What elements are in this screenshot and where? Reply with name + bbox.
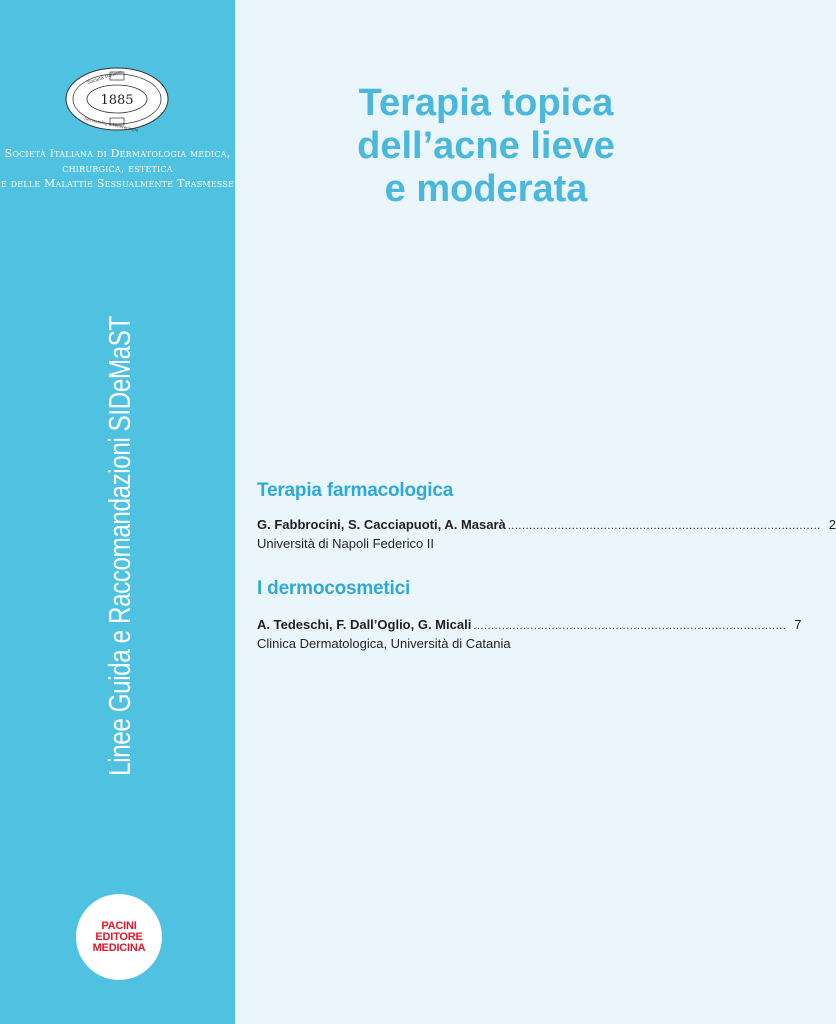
- title-line-3: e moderata: [384, 168, 588, 210]
- publisher-line-2: EDITORE: [95, 930, 143, 943]
- society-line-3: e delle Malattie Sessualmente Trasmesse: [0, 177, 235, 190]
- publisher-line-3: MEDICINA: [92, 941, 146, 954]
- title-line-2: dell’acne lieve: [357, 125, 615, 167]
- toc-entry-page: 2: [828, 517, 836, 532]
- toc-entry-authors: A. Tedeschi, F. Dall’Oglio, G. Micali: [257, 617, 472, 632]
- document-title: [240, 82, 732, 211]
- toc-entry-affiliation: Università di Napoli Federico II: [257, 536, 435, 551]
- toc-entry-authors: G. Fabbrocini, S. Cacciapuoti, A. Masarà: [257, 517, 506, 532]
- publisher-logo: [76, 894, 162, 980]
- society-line-2: chirurgica, estetica: [62, 162, 173, 175]
- society-name: [0, 146, 235, 191]
- seal-year: 1885: [100, 93, 134, 108]
- series-title: [102, 251, 138, 840]
- toc-entry[interactable]: [257, 616, 802, 652]
- toc-section-title: Terapia farmacologica: [257, 480, 454, 501]
- society-line-1: Società Italiana di Dermatologia medica,: [4, 147, 231, 160]
- toc-entry-page: 7: [794, 617, 802, 632]
- toc-section-title: I dermocosmetici: [257, 578, 411, 599]
- seal-bottom-text: Dermatologia Venereologia: [83, 116, 139, 133]
- seal-top-text: Società Italiana: [87, 70, 123, 86]
- publisher-line-1: PACINI: [101, 919, 137, 932]
- series-title-text: Linee Guida e Raccomandazioni SIDeMaST: [102, 316, 137, 776]
- toc-entry-affiliation: Clinica Dermatologica, Università di Catania: [257, 636, 511, 651]
- toc-leader-dots: ........................................................................................: [473, 620, 787, 632]
- sidebar: [0, 0, 235, 1024]
- toc-leader-dots: ........................................................................................: [507, 520, 821, 532]
- society-seal-icon: [64, 66, 170, 132]
- title-line-1: Terapia topica: [358, 82, 614, 124]
- toc-entry[interactable]: [257, 516, 836, 552]
